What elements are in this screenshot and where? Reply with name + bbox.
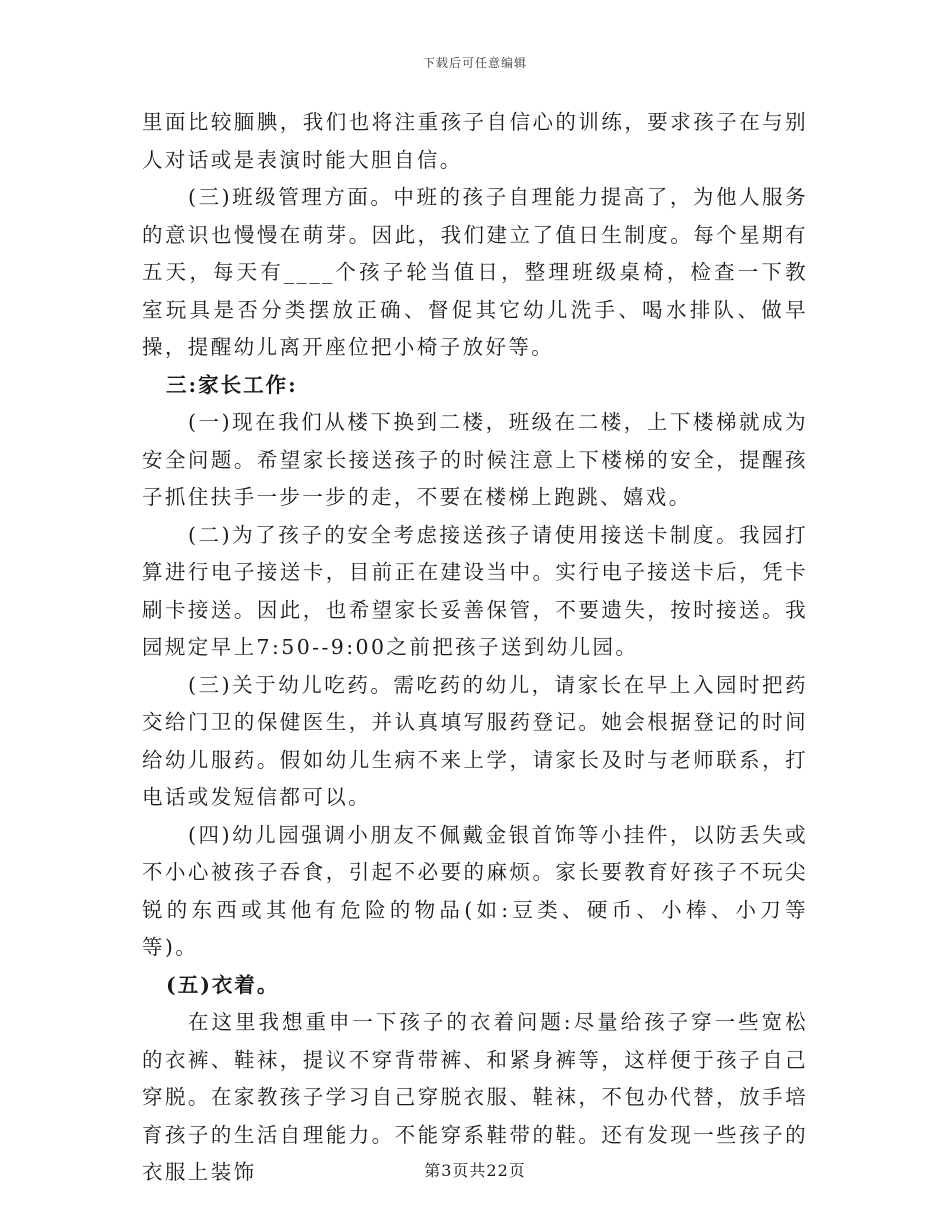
paragraph-class-management: (三)班级管理方面。中班的孩子自理能力提高了，为他人服务的意识也慢慢在萌芽。因此，我们建立了值日生制度。每个星期有五天，每天有____个孩子轮当值日，整理班级桌椅，检查一下教室玩具是否分类摆放正确、督促其它幼儿洗手、喝水排队、做早操，提醒幼儿离开座位把小椅子放好等。 [142,185,808,359]
paragraph-pickup-card: (二)为了孩子的安全考虑接送孩子请使用接送卡制度。我园打算进行电子接送卡，目前正在建设当中。实行电子接送卡后，凭卡刷卡接送。因此，也希望家长妥善保管，不要遗失，按时接送。我园规定早上7:50--9:00之前把孩子送到幼儿园。 [142,522,808,659]
subsection-heading-clothing: (五)衣着。 [166,972,280,997]
paragraph-stairs-safety: (一)现在我们从楼下换到二楼，班级在二楼，上下楼梯就成为安全问题。希望家长接送孩子的时候注意上下楼梯的安全，提醒孩子抓住扶手一步一步的走，不要在楼梯上跑跳、嬉戏。 [142,410,808,509]
paragraph-medicine: (三)关于幼儿吃药。需吃药的幼儿，请家长在早上入园时把药交给门卫的保健医生，并认真填写服药登记。她会根据登记的时间给幼儿服药。假如幼儿生病不来上学，请家长及时与老师联系，打电话或发短信都可以。 [142,672,808,809]
paragraph-self-confidence: 里面比较腼腆，我们也将注重孩子自信心的训练，要求孩子在与别人对话或是表演时能大胆自信。 [142,110,808,172]
document-body [142,104,808,1192]
page-header-note: 下载后可任意编辑 [422,56,527,70]
paragraph-jewelry: (四)幼儿园强调小朋友不佩戴金银首饰等小挂件，以防丢失或不小心被孩子吞食，引起不必要的麻烦。家长要教育好孩子不玩尖锐的东西或其他有危险的物品(如:豆类、硬币、小棒、小刀等等)。 [142,822,808,959]
page-number: 第3页共22页 [424,1161,526,1180]
section-heading-parent-work: 三:家长工作: [166,372,298,397]
paragraph-clothing: 在这里我想重申一下孩子的衣着问题:尽量给孩子穿一些宽松的衣裤、鞋袜，提议不穿背带裤、和紧身裤等，这样便于孩子自己穿脱。在家教孩子学习自己穿脱衣服、鞋袜，不包办代替，放手培育孩子的生活自理能力。不能穿系鞋带的鞋。还有发现一些孩子的衣服上装饰 [142,1010,808,1184]
